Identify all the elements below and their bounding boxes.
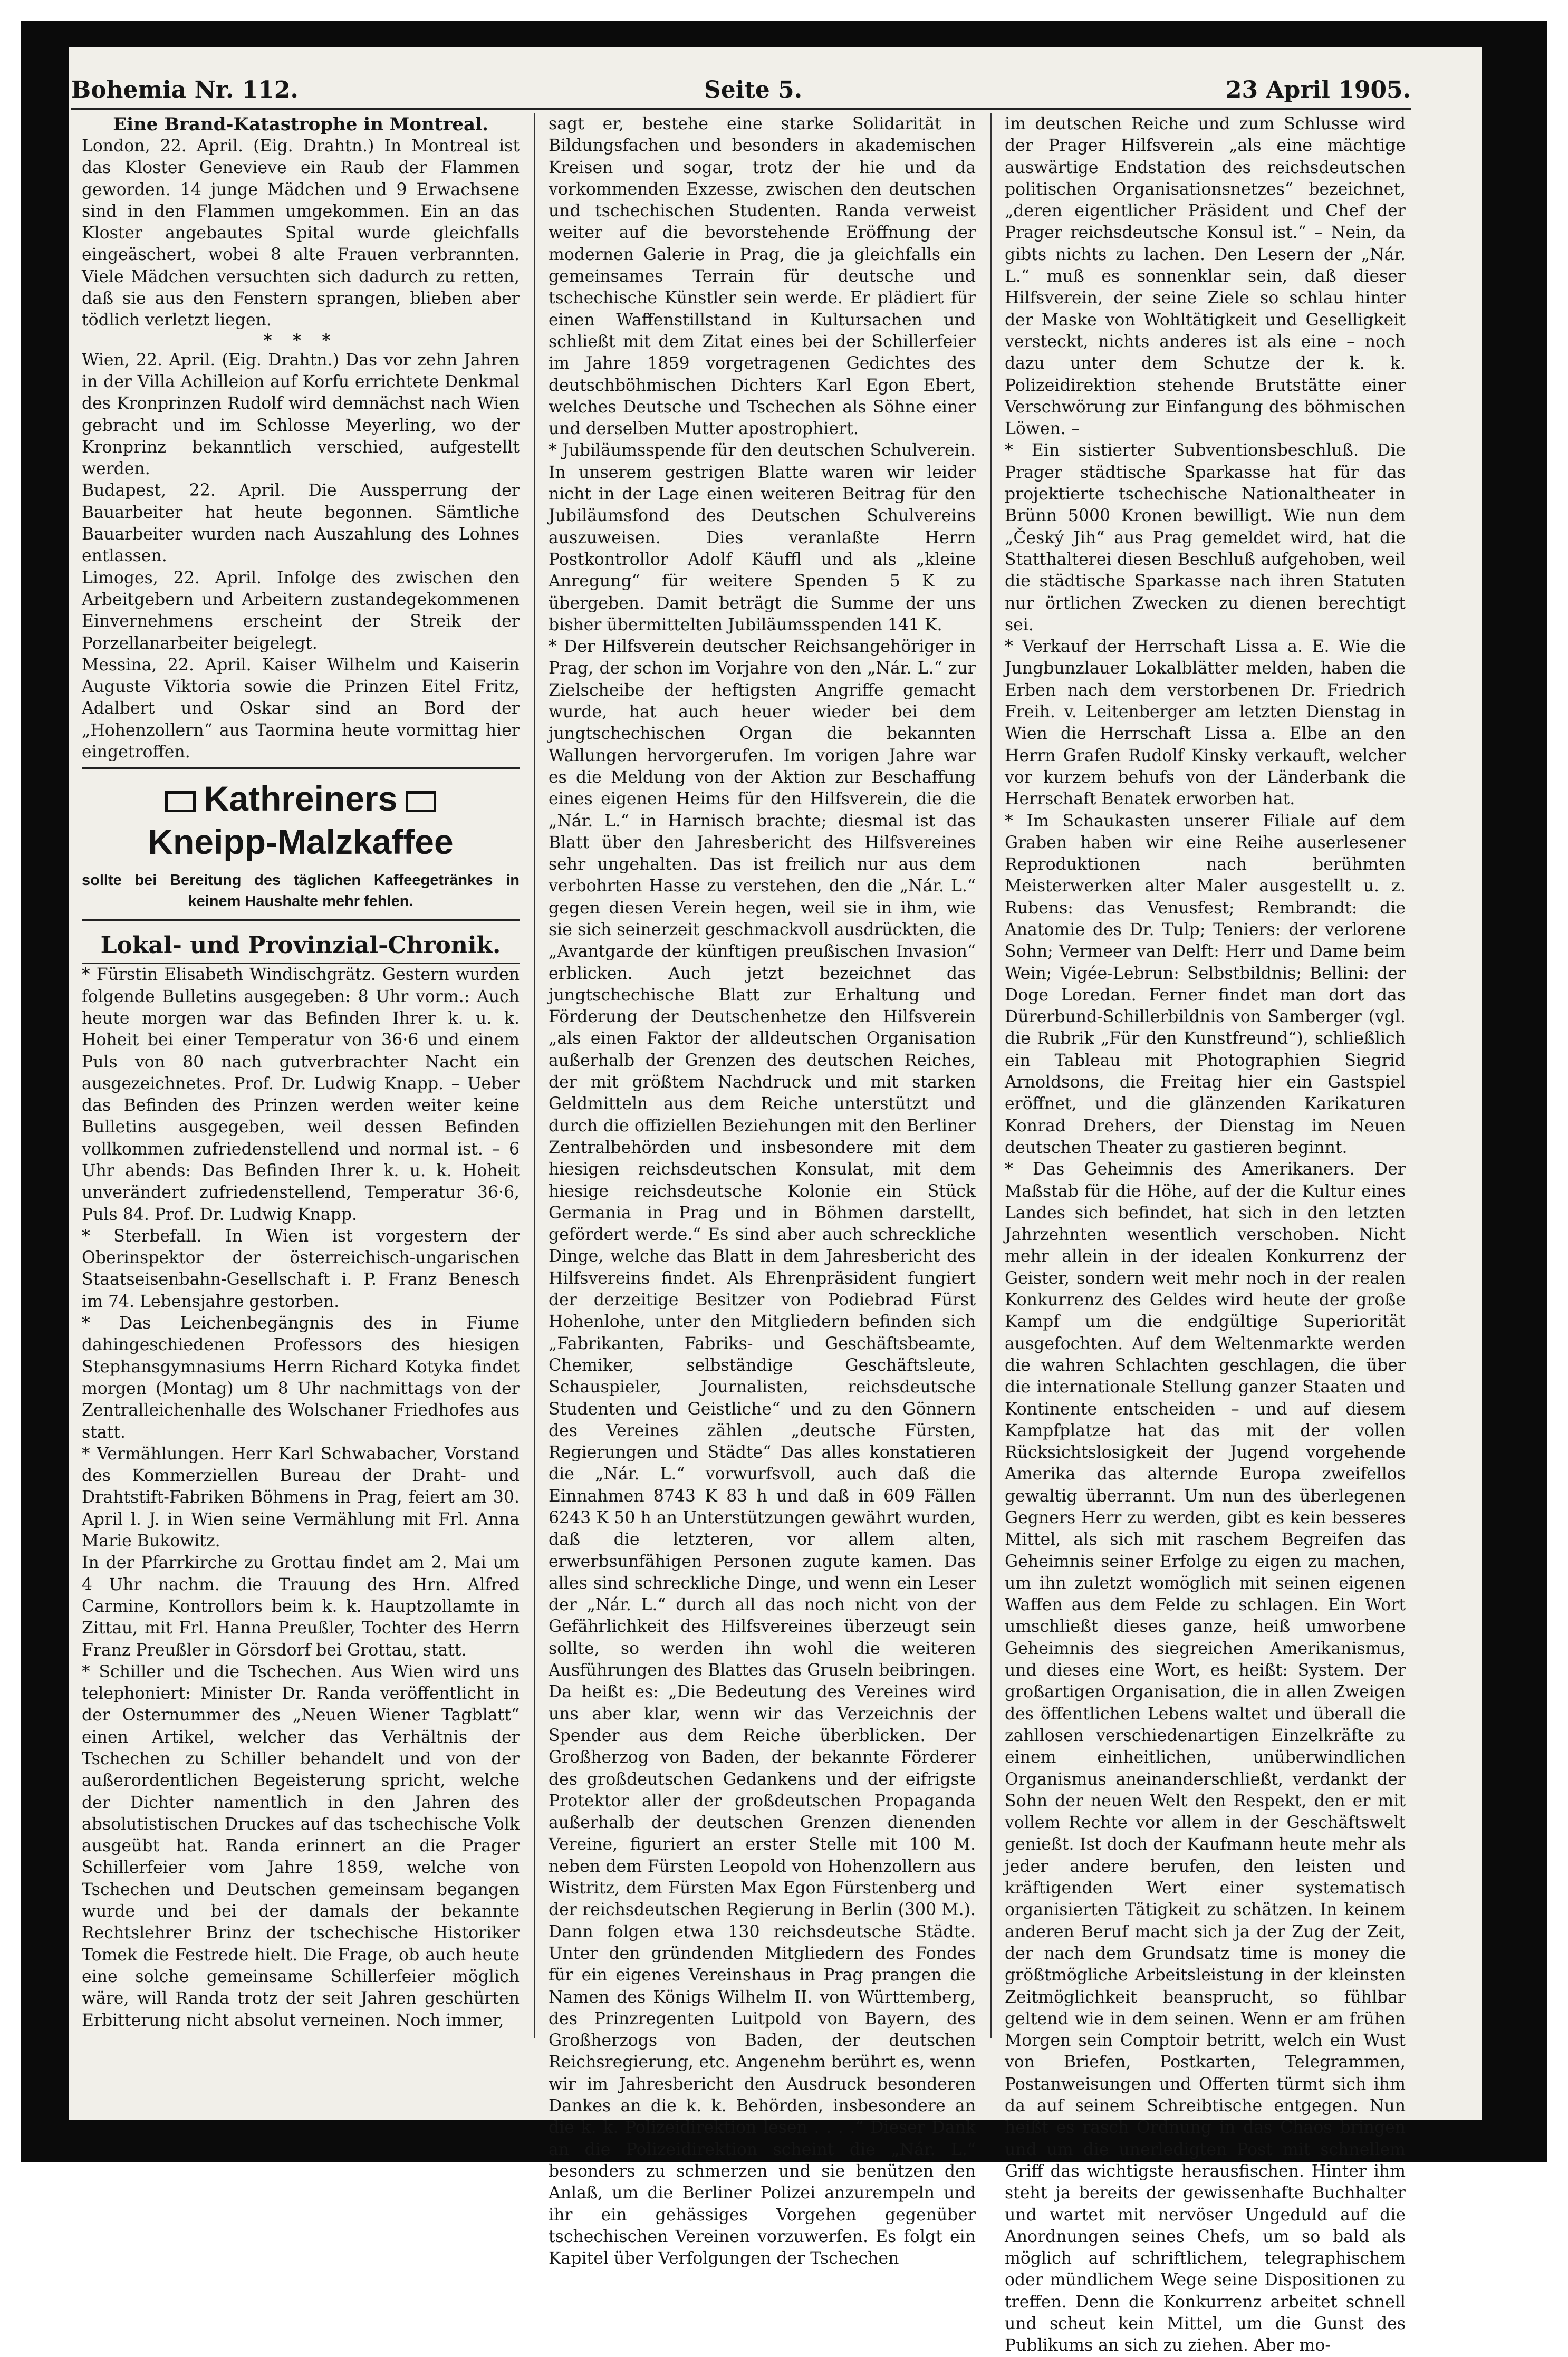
advertisement-kathreiners — [82, 767, 520, 921]
header-page-number: Seite 5. — [704, 76, 803, 103]
article-messina: Messina, 22. April. Kaiser Wilhelm und Kaiserin Auguste Viktoria sowie die Prinzen Eitel Fritz, Adalbert und Oskar sind an Bord der „Hohenzollern“ aus Taormina heute vormittag hier eingetroffen. — [82, 655, 520, 762]
column-1 — [82, 113, 520, 2032]
article-windischgraetz: * Fürstin Elisabeth Windischgrätz. Gestern wurden folgende Bulletins ausgegeben: 8 Uhr vorm.: Auch heute morgen war das Befinden Ihrer k. u. k. Hoheit bei einer Temperatur von 36·6 und einem Puls von 80 nach gutverbrachter Nacht ein ausgezeichnetes. Prof. Dr. Ludwig Knapp. – Ueber das Befinden des Prinzen werden weiter keine Bulletins ausgegeben, weil dessen Befinden vollkommen zufriedenstellend und normal ist. – 6 Uhr abends: Das Befinden Ihrer k. u. k. Hoheit unverändert zufriedenstellend, Temperatur 36·6, Puls 84. Prof. Dr. Ludwig Knapp. — [82, 965, 520, 1224]
header-rule — [71, 108, 1411, 110]
ad-product: Kneipp-Malzkaffee — [148, 822, 454, 862]
article-lissa: * Verkauf der Herrschaft Lissa a. E. Wie die Jungbunzlauer Lokalblätter melden, haben die Erben nach dem verstorbenen Dr. Friedrich Freih. v. Leitenberger am letzten Dienstag in Wien die Herrschaft Lissa a. Elbe an den Herrn Grafen Rudolf Kinsky verkauft, welcher vor kurzem behufs von der Länderbank die Herrschaft Benatek erworben hat. — [1005, 637, 1406, 809]
separator-stars: * * * — [263, 330, 338, 350]
article-limoges: Limoges, 22. April. Infolge des zwischen den Arbeitgebern und Arbeitern zustandegekommenen Einvernehmens erscheint der Streik der Porzellanarbeiter beigelegt. — [82, 568, 520, 653]
ad-box-icon — [165, 791, 196, 812]
article-london: London, 22. April. (Eig. Drahtn.) In Montreal ist das Kloster Genevieve ein Raub der Flammen geworden. 14 junge Mädchen und 9 Erwachsene sind in den Flammen umgekommen. Ein an das Kloster angebautes Spital wurde gleichfalls eingeäschert, wobei 8 alte Frauen verbrannten. Viele Mädchen versuchten sich dadurch zu retten, daß sie aus den Fenstern sprangen, blieben aber tödlich verletzt liegen. — [82, 137, 520, 330]
article-title-montreal-fire: Eine Brand-Katastrophe in Montreal. — [113, 114, 488, 135]
ad-tagline: sollte bei Bereitung des täglichen Kaffeegetränkes in keinem Haushalte mehr fehlen. — [82, 872, 520, 910]
article-schiller-continued: sagt er, bestehe eine starke Solidarität in Bildungsfachen und besonders in akademischen Kreisen und sogar, trotz der hie und da vorkommenden Exzesse, zwischen den deutschen und tschechischen Studenten. Randa verweist weiter auf die bevorstehende Eröffnung der modernen Galerie in Prag, die ja gleichfalls ein gemeinsames Terrain für deutsche und tschechische Künstler sein werde. Er plädiert für einen Waffenstillstand in Kultursachen und schließt mit dem Zitat eines bei der Schillerfeier im Jahre 1859 vorgetragenen Gedichtes des deutschböhmischen Dichters Karl Egon Ebert, welches Deutsche und Tschechen als Söhne einer und derselben Mutter apostrophiert. — [549, 114, 976, 439]
article-amerikaner: * Das Geheimnis des Amerikaners. Der Maßstab für die Höhe, auf der die Kultur eines Landes sich befindet, hat sich in den letzten Jahrzehnten wesentlich verschoben. Nicht mehr allein in der idealen Konkurrenz der Geister, sondern weit mehr noch in der realen Konkurrenz des Geldes wird heute der große Kampf um die endgültige Superiorität ausgefochten. Auf dem Weltenmarkte werden die wahren Schlachten geschlagen, die über die internationale Stellung ganzer Staaten und Kontinente entscheiden – und auf diesem Kampfplatze hat das mit der vollen Rücksichtslosigkeit der Jugend vorgehende Amerika das alternde Europa zweifellos gewaltig überrannt. Um nun des überlegenen Gegners Herr zu werden, gibt es kein besseres Mittel, als sich mit raschem Begreifen das Geheimnis seiner Erfolge zu eigen zu machen, um ihn zuletzt womöglich mit seinen eigenen Waffen aus dem Felde zu schlagen. Ein Wort umschließt dieses ganze, heiß umworbene Geheimnis des siegreichen Amerikanismus, und dieses eine Wort, es heißt: System. Der großartigen Organisation, die in allen Zweigen des öffentlichen Lebens waltet und überall die zahllosen verschiedenartigen Einzelkräfte zu einem einheitlichen, unüberwindlichen Organismus aneinanderschließt, verdankt der Sohn der neuen Welt den Respekt, den er mit vollem Rechte vor allem in der Geschäftswelt genießt. Ist doch der Kaufmann heute mehr als jeder andere berufen, den leisten und kräftigenden Wert einer systematisch organisierten Tätigkeit zu schätzen. In keinem anderen Beruf macht sich ja der Zug der Zeit, der nach dem Grundsatz time is money die größtmögliche Arbeitsleistung in der kleinsten Zeitmöglichkeit beansprucht, so fühlbar geltend wie in dem seinen. Wenn er am frühen Morgen sein Comptoir betritt, welch ein Wust von Briefen, Postkarten, Telegrammen, Postanweisungen und Offerten türmt sich ihm da auf seinem Schreibtische entgegen. Nun heißt es rasch Ordnung in das Chaos bringen und um die unerledigten Post mit schnellem Griff das wichtigste herausfischen. Hinter ihm steht ja bereits der gewissenhafte Buchhalter und wartet mit nervöser Ungeduld auf die Anordnungen seines Chefs, um so bald als möglich auf schriftlichem, telegraphischem oder mündlichem Wege seine Dispositionen zu treffen. Denn die Konkurrenz arbeitet schnell und scheut kein Mittel, um die Gunst des Publikums an sich zu ziehen. Aber mo- — [1005, 1160, 1406, 2355]
ad-headline — [82, 777, 520, 820]
header-date: 23 April 1905. — [1225, 76, 1411, 103]
column-3 — [1005, 113, 1406, 2357]
article-subventionsbeschluss: * Ein sistierter Subventionsbeschluß. Die Prager städtische Sparkasse hat für das projektierte tschechische Nationaltheater in Brünn 5000 Kronen bewilligt. Wie nun dem „Český Jih“ aus Prag gemeldet wird, hat die Statthalterei diesen Beschluß aufgehoben, weil die städtische Sparkasse nach ihren Statuten nur örtlichen Zwecken zu dienen berechtigt sei. — [1005, 441, 1406, 634]
ad-brand: Kathreiners — [204, 779, 398, 819]
article-hilfsverein: * Der Hilfsverein deutscher Reichsangehöriger in Prag, der schon im Vorjahre von den „Nár. L.“ zur Zielscheibe der heftigsten Angriffe gemacht wurde, hat auch heuer wieder bei dem jungtschechischen Organ die bekannten Wallungen hervorgerufen. Im vorigen Jahre war es die Meldung von der Aktion zur Beschaffung eines eigenen Heims für den Hilfsverein, die die „Nár. L.“ in Harnisch brachte; diesmal ist das Blatt über den Jahresbericht des Hilfsvereines sehr ungehalten. Das ist freilich nur aus dem verbohrten Hasse zu verstehen, den die „Nár. L.“ gegen diesen Verein hegen, weil sie in ihm, wie sie sich seinerzeit geschmackvoll ausdrückten, die „Avantgarde der künftigen preußischen Invasion“ erblicken. Auch jetzt bezeichnet das jungtschechische Blatt zur Erhaltung und Förderung der Deutschenhetze den Hilfsverein „als einen Faktor der alldeutschen Organisation außerhalb der Grenzen des deutschen Reiches, der mit größtem Nachdruck und mit starken Geldmitteln aus dem Reiche unterstützt und durch die offiziellen Beziehungen mit den Berliner Zentralbehörden und insbesondere mit dem hiesigen reichsdeutschen Konsulat, mit dem hiesige reichsdeutsche Kolonie ein Stück Germania in Prag und in Böhmen darstellt, gefördert werde.“ Es sind aber auch schreckliche Dinge, welche das Blatt in dem Jahresbericht des Hilfsvereins findet. Als Ehrenpräsident fungiert der derzeitige Besitzer von Podiebrad Fürst Hohenlohe, unter den Mitgliedern befinden sich „Fabrikanten, Fabriks- und Geschäftsbeamte, Chemiker, selbständige Geschäftsleute, Schauspieler, Journalisten, reichsdeutsche Studenten und Geistliche“ und zu den Gönnern des Vereines zählen „deutsche Fürsten, Regierungen und Städte“ Das alles konstatieren die „Nár. L.“ vorwurfsvoll, auch daß die Einnahmen 8743 K 83 h und daß in 609 Fällen 6243 K 50 h an Unterstützungen gewährt wurden, daß die letzteren, vor allem alten, erwerbsunfähigen Personen zugute kamen. Das alles sind schreckliche Dinge, und wenn ein Leser der „Nár. L.“ durch all das noch nicht von der Gefährlichkeit des Hilfsvereines überzeugt sein sollte, so werden ihn wohl die weiteren Ausführungen des Blattes das Gruseln beibringen. Da heißt es: „Die Bedeutung des Vereines wird uns aber klar, wenn wir das Verzeichnis der Spender aus dem Reiche überblicken. Der Großherzog von Baden, der bekannte Förderer des großdeutschen Gedankens und der eifrigste Protektor aller der großdeutschen Propaganda außerhalb der deutschen Grenzen dienenden Vereine, figuriert an erster Stelle mit 100 M. neben dem Fürsten Leopold von Hohenzollern aus Wistritz, dem Fürsten Max Egon Fürstenberg und der reichsdeutschen Regierung in Berlin (300 M.). Dann folgen etwa 130 reichsdeutsche Städte. Unter den gründenden Mitgliedern des Fondes für ein eigenes Vereinshaus in Prag prangen die Namen des Königs Wilhelm II. von Württemberg, des Prinzregenten Luitpold von Bayern, des Großherzogs von Baden, der deutschen Reichsregierung, etc. Angenehm berührt es, wenn wir im Jahresbericht den Ausdruck besonderen Dankes an die k. k. Behörden, insbesondere an die k. k. Polizeidirektion lesen . . . .“ Dieser Dank an die Polizeidirektion scheint die „Nár. L.“ besonders zu schmerzen und sie benützen den Anlaß, um die Berliner Polizei anzurempeln und ihr ein gehässiges Vorgehen gegenüber tschechischen Vereinen vorzuwerfen. Es folgt ein Kapitel über Verfolgungen der Tschechen — [549, 637, 976, 2268]
article-vermaehlungen: * Vermählungen. Herr Karl Schwabacher, Vorstand des Kommerziellen Bureau der Draht- und Drahtstift-Fabriken Böhmens in Prag, feiert am 30. April l. J. in Wien seine Vermählung mit Frl. Anna Marie Bukowitz. — [82, 1444, 520, 1551]
article-budapest: Budapest, 22. April. Die Aussperrung der Bauarbeiter hat heute begonnen. Sämtliche Bauarbeiter wurden nach Auszahlung des Lohnes entlassen. — [82, 481, 520, 566]
ad-box-icon — [406, 791, 436, 812]
article-schaukasten: * Im Schaukasten unserer Filiale auf dem Graben haben wir eine Reihe auserlesener Reproduktionen nach berühmten Meisterwerken alter Maler ausgestellt u. z. Rubens: das Venusfest; Rembrandt: die Anatomie des Dr. Tulp; Teniers: der verlorene Sohn; Vermeer van Delft: Herr und Dame beim Wein; Vigée-Lebrun: Selbstbildnis; Bellini: der Doge Loredan. Ferner findet man dort das Dürerbund-Schillerbildnis von Samberger (vgl. die Rubrik „Für den Kunstfreund“), schließlich ein Tableau mit Photographien Siegrid Arnoldsons, die Freitag hier ein Gastspiel eröffnet, und die glänzenden Karikaturen Konrad Drehers, der Dienstag im Neuen deutschen Theater zu gastieren beginnt. — [1005, 811, 1406, 1157]
article-hilfsverein-continued: im deutschen Reiche und zum Schlusse wird der Prager Hilfsverein „als eine mächtige auswärtige Endstation des reichsdeutschen politischen Organisationsnetzes“ bezeichnet, „deren eigentlicher Präsident und Chef der Prager reichsdeutsche Konsul ist.“ – Nein, da gibts nichts zu lachen. Den Lesern der „Nár. L.“ muß es sonnenklar sein, daß dieser Hilfsverein, der seine Ziele so schlau hinter der Maske von Wohltätigkeit und Geselligkeit versteckt, nichts anderes ist als eine – noch dazu unter dem Schutze der k. k. Polizeidirektion stehende Brutstätte einer Verschwörung zur Einfangung des böhmischen Löwen. – — [1005, 114, 1406, 439]
header-publication: Bohemia Nr. 112. — [71, 76, 299, 103]
article-sterbefall: * Sterbefall. In Wien ist vorgestern der Oberinspektor der österreichisch-ungarischen Staatseisenbahn-Gesellschaft i. P. Franz Benesch im 74. Lebensjahre gestorben. — [82, 1226, 520, 1311]
section-heading-local-chronicle: Lokal- und Provinzial-Chronik. — [82, 929, 520, 964]
column-2 — [549, 113, 976, 2269]
article-vienna: Wien, 22. April. (Eig. Drahtn.) Das vor zehn Jahren in der Villa Achilleion auf Korfu errichtete Denkmal des Kronprinzen Rudolf wird demnächst nach Wien gebracht und im Schlosse Meyerling, wo der Kronprinz bekanntlich verschied, aufgestellt werden. — [82, 350, 520, 479]
article-schiller-tschechen: * Schiller und die Tschechen. Aus Wien wird uns telephoniert: Minister Dr. Randa veröffentlicht in der Osternummer des „Neuen Wiener Tagblatt“ einen Artikel, welcher das Verhältnis der Tschechen zu Schiller behandelt und von der außerordentlichen Begeisterung spricht, welche der Dichter namentlich in den Jahren des absolutistischen Druckes auf das tschechische Volk ausgeübt hat. Randa erinnert an die Prager Schillerfeier vom Jahre 1859, welche von Tschechen und Deutschen gemeinsam begangen wurde und bei der damals der bekannte Rechtslehrer Brinz der tschechische Historiker Tomek die Festrede hielt. Die Frage, ob auch heute eine solche gemeinsame Schillerfeier möglich wäre, will Randa trotz der seit Jahren geschürten Erbitterung nicht absolut verneinen. Noch immer, — [82, 1662, 520, 2030]
page-header — [71, 76, 1411, 108]
article-trauung-grottau: In der Pfarrkirche zu Grottau findet am 2. Mai um 4 Uhr nachm. die Trauung des Hrn. Alfred Carmine, Kontrollors beim k. k. Hauptzollamte in Zittau, mit Frl. Hanna Preußler, Tochter des Herrn Franz Preußler in Görsdorf bei Grottau, statt. — [82, 1553, 520, 1660]
column-divider-2 — [990, 113, 992, 2038]
column-divider-1 — [534, 113, 535, 2038]
article-leichenbegaengnis: * Das Leichenbegängnis des in Fiume dahingeschiedenen Professors des hiesigen Stephansgymnasiums Herrn Richard Kotyka findet morgen (Montag) um 8 Uhr nachmittags von der Zentralleichenhalle des Wolschaner Friedhofes aus statt. — [82, 1314, 520, 1442]
article-jubilaeumsspende: * Jubiläumsspende für den deutschen Schulverein. In unserem gestrigen Blatte waren wir leider nicht in der Lage einen weiteren Beitrag für den Jubiläumsfond des Deutschen Schulvereins auszuweisen. Dies veranlaßte Herrn Postkontrollor Adolf Käuffl und als „kleine Anregung“ für weitere Spenden 5 K zu übergeben. Damit beträgt die Summe der uns bisher übermittelten Jubiläumsspenden 141 K. — [549, 441, 976, 634]
